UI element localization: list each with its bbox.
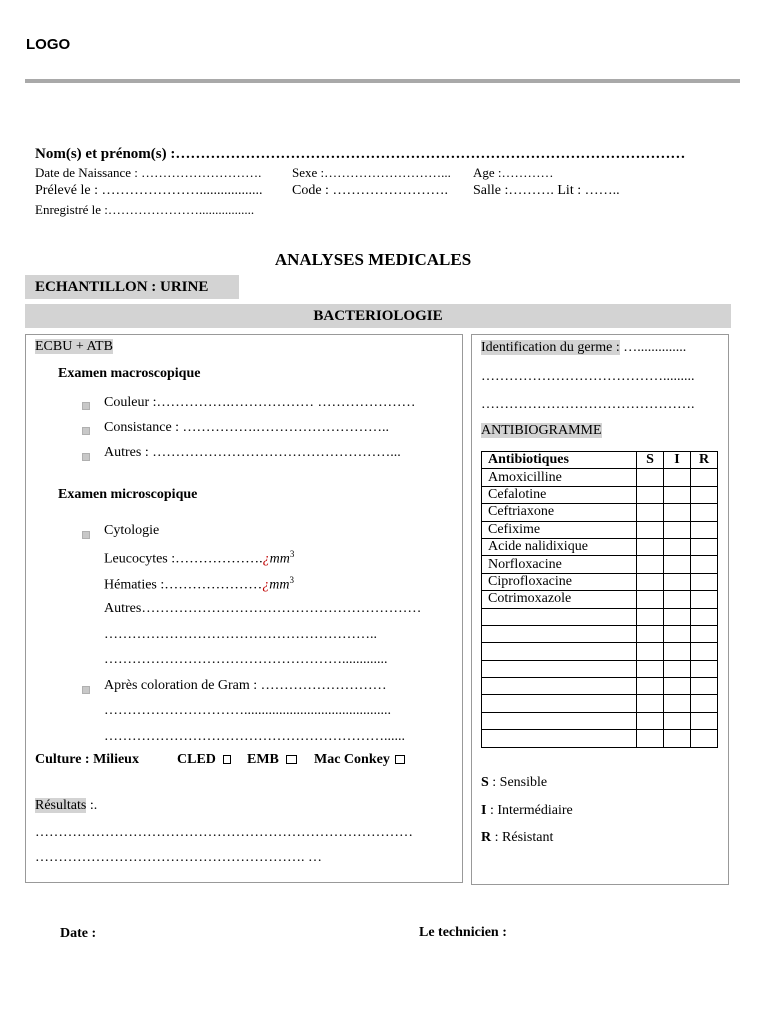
- gram-field: Après coloration de Gram : ………………………: [104, 678, 387, 693]
- table-row: [482, 695, 718, 712]
- autres-checkbox[interactable]: [82, 453, 90, 461]
- identification-dotted-line: ……………………………………….: [481, 397, 695, 412]
- technicien-label: Le technicien :: [419, 925, 507, 940]
- result-cell-s[interactable]: [637, 608, 664, 625]
- unit-exponent: 3: [289, 549, 295, 559]
- result-cell-r[interactable]: [691, 504, 718, 521]
- legend-key: S: [481, 775, 489, 790]
- result-cell-i[interactable]: [664, 486, 691, 503]
- page-title: ANALYSES MEDICALES: [274, 250, 472, 269]
- result-cell-i[interactable]: [664, 556, 691, 573]
- result-cell-s[interactable]: [637, 625, 664, 642]
- cled-checkbox[interactable]: [223, 755, 231, 764]
- result-cell-s[interactable]: [637, 469, 664, 486]
- culture-label: Culture : Milieux: [35, 752, 139, 767]
- table-row: [482, 469, 718, 486]
- ecbu-label: ECBU + ATB: [35, 339, 113, 354]
- antibiotic-name: [482, 660, 637, 677]
- result-cell-s[interactable]: [637, 556, 664, 573]
- result-cell-s[interactable]: [637, 678, 664, 695]
- age-line: Age :…………: [473, 165, 554, 180]
- table-row: [482, 504, 718, 521]
- couleur-checkbox[interactable]: [82, 402, 90, 410]
- result-cell-r[interactable]: [691, 643, 718, 660]
- unit: mm: [269, 577, 290, 593]
- result-cell-s[interactable]: [637, 643, 664, 660]
- table-header-row: [482, 452, 718, 469]
- legend-text: : Résistant: [491, 830, 554, 845]
- mac-conkey-checkbox[interactable]: [395, 755, 405, 764]
- result-cell-r[interactable]: [691, 573, 718, 590]
- resultats-dotted-line: ………………………………………………………………………: [35, 825, 413, 840]
- preleve-line: Prélevé le : …………………..................: [35, 183, 263, 198]
- dotted-line: ……………………………………………………......: [104, 729, 405, 744]
- result-cell-s[interactable]: [637, 730, 664, 747]
- unit-exponent: 3: [289, 575, 294, 585]
- result-cell-i[interactable]: [664, 573, 691, 590]
- resultats-dotted-line: …………………………………………………. …: [35, 850, 322, 865]
- result-cell-r[interactable]: [691, 730, 718, 747]
- antibiogram-table: [481, 451, 718, 748]
- result-cell-r[interactable]: [691, 591, 718, 608]
- antibiotic-name: Cotrimoxazole: [482, 591, 637, 608]
- date-label: Date :: [60, 926, 97, 941]
- header-divider: [25, 79, 740, 83]
- leucocytes-field: Leucocytes :……………….: [104, 551, 263, 567]
- result-cell-i[interactable]: [664, 521, 691, 538]
- micro-title: Examen microscopique: [58, 487, 198, 502]
- legend-text: : Intermédiaire: [486, 803, 573, 818]
- salle-lit-line: Salle :………. Lit : ……..: [473, 183, 620, 198]
- enregistre-line: Enregistré le :………………….................: [35, 202, 255, 217]
- result-cell-r[interactable]: [691, 538, 718, 555]
- table-row: [482, 660, 718, 677]
- table-row: [482, 730, 718, 747]
- antibiotic-name: [482, 625, 637, 642]
- emb-checkbox[interactable]: [286, 755, 297, 764]
- col-header-s: S: [637, 452, 664, 469]
- identification-dotted-line: ………………………………….........: [481, 369, 695, 384]
- table-row: [482, 591, 718, 608]
- consistance-checkbox[interactable]: [82, 427, 90, 435]
- result-cell-s[interactable]: [637, 591, 664, 608]
- identification-label: Identification du germe :: [481, 340, 620, 355]
- legend-text: : Sensible: [488, 775, 548, 790]
- antibiotic-name: Norfloxacine: [482, 556, 637, 573]
- table-row: [482, 643, 718, 660]
- table-row: [482, 678, 718, 695]
- code-line: Code : …………………….: [292, 183, 448, 198]
- result-cell-r[interactable]: [691, 695, 718, 712]
- result-cell-r[interactable]: [691, 678, 718, 695]
- antibiotic-name: Amoxicilline: [482, 469, 637, 486]
- legend-key: R: [481, 830, 492, 845]
- result-cell-r[interactable]: [691, 521, 718, 538]
- result-cell-i[interactable]: [664, 591, 691, 608]
- antibiotic-name: [482, 730, 637, 747]
- result-cell-r[interactable]: [691, 556, 718, 573]
- bacteriologie-label: BACTERIOLOGIE: [313, 308, 443, 324]
- result-cell-r[interactable]: [691, 608, 718, 625]
- result-cell-i[interactable]: [664, 469, 691, 486]
- antibiogramme-label: ANTIBIOGRAMME: [481, 423, 602, 438]
- result-cell-i[interactable]: [664, 660, 691, 677]
- result-cell-i[interactable]: [664, 608, 691, 625]
- antibiotic-name: Ciprofloxacine: [482, 573, 637, 590]
- gram-checkbox[interactable]: [82, 686, 90, 694]
- result-cell-s[interactable]: [637, 486, 664, 503]
- result-cell-i[interactable]: [664, 625, 691, 642]
- birth-date-line: Date de Naissance : ……………………….: [35, 165, 262, 180]
- table-row: [482, 712, 718, 729]
- result-cell-i[interactable]: [664, 730, 691, 747]
- resultats-suffix: :.: [86, 798, 98, 813]
- result-cell-s[interactable]: [637, 660, 664, 677]
- unit: mm: [269, 551, 290, 567]
- result-cell-r[interactable]: [691, 625, 718, 642]
- couleur-field: Couleur :…………….……………… …………………: [104, 395, 416, 410]
- table-row: [482, 521, 718, 538]
- table-row: [482, 573, 718, 590]
- col-header-i: I: [664, 452, 691, 469]
- echantillon-label: ECHANTILLON : URINE: [35, 279, 209, 295]
- antibiotic-name: [482, 608, 637, 625]
- identification-dots: …..............: [619, 340, 687, 355]
- antibiotic-name: [482, 695, 637, 712]
- result-cell-s[interactable]: [637, 538, 664, 555]
- antibiotic-name: [482, 712, 637, 729]
- cled-label: CLED: [177, 752, 216, 767]
- legend-key: I: [481, 803, 487, 818]
- result-cell-r[interactable]: [691, 469, 718, 486]
- mac-conkey-label: Mac Conkey: [314, 752, 390, 767]
- result-cell-s[interactable]: [637, 573, 664, 590]
- result-cell-i[interactable]: [664, 678, 691, 695]
- emb-label: EMB: [247, 752, 279, 767]
- consistance-field: Consistance : …………….………………………..: [104, 420, 390, 435]
- result-cell-s[interactable]: [637, 695, 664, 712]
- unit-symbol: ¿: [262, 577, 270, 593]
- result-cell-i[interactable]: [664, 538, 691, 555]
- result-cell-s[interactable]: [637, 521, 664, 538]
- sex-line: Sexe :………………………...: [292, 165, 451, 180]
- dotted-line: …………………………………………………..: [104, 627, 377, 642]
- cytologie-label: Cytologie: [104, 523, 160, 538]
- cytologie-checkbox[interactable]: [82, 531, 90, 539]
- antibiotic-name: [482, 678, 637, 695]
- antibiotic-name: Ceftriaxone: [482, 504, 637, 521]
- antibiotic-name: Cefalotine: [482, 486, 637, 503]
- table-row: [482, 538, 718, 555]
- antibiotic-name: [482, 643, 637, 660]
- unit-symbol: ¿: [262, 551, 270, 567]
- antibiotic-name: Cefixime: [482, 521, 637, 538]
- result-cell-s[interactable]: [637, 504, 664, 521]
- table-row: [482, 486, 718, 503]
- antibiotic-name: Acide nalidixique: [482, 538, 637, 555]
- result-cell-i[interactable]: [664, 643, 691, 660]
- table-row: [482, 556, 718, 573]
- table-row: [482, 625, 718, 642]
- col-header-r: R: [691, 452, 718, 469]
- patient-name-line: Nom(s) et prénom(s) :…………………………………………………………………………………………: [35, 146, 686, 162]
- hematies-field: Hématies :…………………: [104, 577, 263, 593]
- dotted-line: …………………………..........................................: [104, 703, 391, 718]
- result-cell-r[interactable]: [691, 712, 718, 729]
- col-header-antibiotiques: Antibiotiques: [482, 452, 637, 469]
- autres-micro-field: Autres……………………………………………………: [104, 601, 422, 616]
- table-row: [482, 608, 718, 625]
- result-cell-r[interactable]: [691, 660, 718, 677]
- result-cell-i[interactable]: [664, 504, 691, 521]
- resultats-label: Résultats: [35, 798, 87, 813]
- macro-title: Examen macroscopique: [58, 366, 201, 381]
- logo: LOGO: [26, 36, 71, 53]
- result-cell-r[interactable]: [691, 486, 718, 503]
- dotted-line: …………………………………………….............: [104, 652, 388, 667]
- autres-field: Autres : ……………………………………………...: [104, 445, 401, 460]
- result-cell-i[interactable]: [664, 712, 691, 729]
- result-cell-i[interactable]: [664, 695, 691, 712]
- result-cell-s[interactable]: [637, 712, 664, 729]
